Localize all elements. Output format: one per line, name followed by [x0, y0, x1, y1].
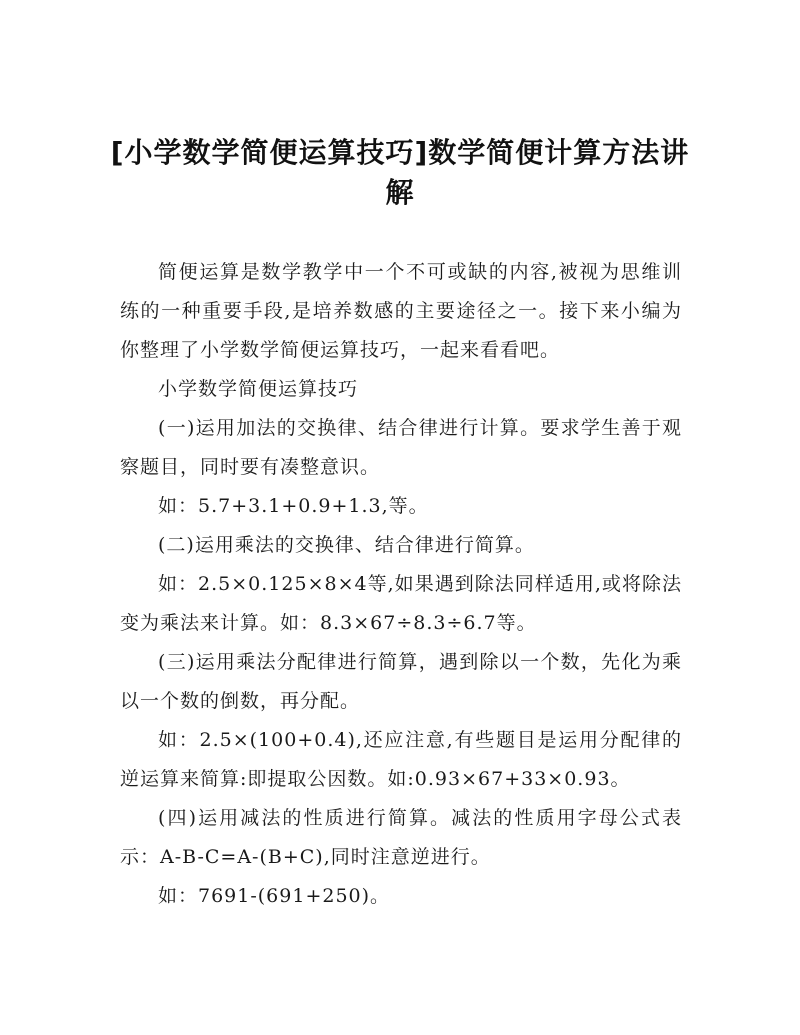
- document-body: [120, 253, 682, 916]
- paragraph-rule-4: (四)运用减法的性质进行简算。减法的性质用字母公式表示：A-B-C=A-(B+C),同时注意逆进行。: [120, 807, 682, 868]
- paragraph-example-4: 如：7691-(691+250)。: [158, 885, 391, 907]
- paragraph-example-3: 如：2.5×(100+0.4),还应注意,有些题目是运用分配律的逆运算来简算:即提取公因数。如:0.93×67+33×0.93。: [120, 729, 682, 790]
- paragraph-section-heading: 小学数学简便运算技巧: [158, 378, 359, 400]
- paragraph-example-1: 如：5.7+3.1+0.9+1.3,等。: [158, 495, 429, 517]
- paragraph-rule-2: (二)运用乘法的交换律、结合律进行简算。: [158, 534, 535, 556]
- document-title: [小学数学简便运算技巧]数学简便计算方法讲解: [110, 136, 690, 209]
- paragraph-rule-3: (三)运用乘法分配律进行简算，遇到除以一个数，先化为乘以一个数的倒数，再分配。: [120, 651, 682, 712]
- paragraph-example-2: 如：2.5×0.125×8×4等,如果遇到除法同样适用,或将除法变为乘法来计算。如：8.3×67÷8.3÷6.7等。: [120, 573, 682, 634]
- paragraph-rule-1: (一)运用加法的交换律、结合律进行计算。要求学生善于观察题目，同时要有凑整意识。: [120, 417, 682, 478]
- paragraph-intro: 简便运算是数学教学中一个不可或缺的内容,被视为思维训练的一种重要手段,是培养数感的主要途径之一。接下来小编为你整理了小学数学简便运算技巧，一起来看看吧。: [120, 261, 682, 361]
